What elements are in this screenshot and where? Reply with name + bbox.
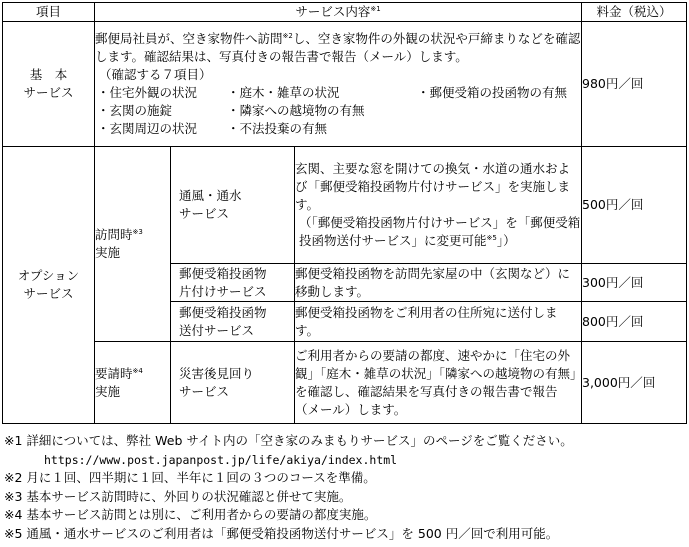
basic-label-line2: サービス <box>23 85 74 100</box>
footnote-2: ※2 月に１回、四半期に１回、半年に１回の３つのコースを準備。 <box>4 470 376 486</box>
basic-item: ・隣家への越境物の有無 <box>227 103 365 118</box>
basic-item: ・郵便受箱の投函物の有無 <box>417 85 568 100</box>
basic-item: ・庭木・雑草の状況 <box>227 85 340 100</box>
cleanup-name-line1: 郵便受箱投函物 <box>179 265 267 281</box>
basic-items-list <box>95 84 581 138</box>
visit-label-line1 <box>95 226 170 244</box>
cleanup-name-line2: 片付けサービス <box>179 283 267 299</box>
cleanup-name <box>171 264 295 302</box>
footnote-5: ※5 通風・通水サービスのご利用者は「郵便受箱投函物送付サービス」を 500 円／回で利用可能。 <box>4 525 559 541</box>
ventilation-note-sup: ※5 <box>486 233 497 242</box>
ventilation-note-a: （「郵便受箱投函物片付けサービス」を「郵便受箱投函物送付サービス」に変更可能 <box>299 215 581 248</box>
ventilation-fee: 500円／回 <box>582 147 687 264</box>
basic-item: ・玄関周辺の状況 <box>97 121 198 136</box>
request-label-text: 要請時 <box>95 365 133 381</box>
ventilation-name-line2: サービス <box>179 206 230 221</box>
ventilation-description <box>295 147 582 264</box>
footnote-4: ※4 基本サービス訪問とは別に、ご利用者からの要請の都度実施。 <box>4 507 377 523</box>
forward-description: 郵便受箱投函物をご利用者の住所宛に送付します。 <box>295 302 582 342</box>
basic-description <box>95 22 582 147</box>
forward-name-line1: 郵便受箱投函物 <box>179 304 267 320</box>
disaster-name <box>171 342 295 424</box>
basic-item: ・住宅外観の状況 <box>97 85 198 100</box>
cleanup-fee: 300円／回 <box>582 264 687 302</box>
footnote-1: ※1 詳細については、弊社 Web サイト内の「空き家のみまもりサービス」のページをご覧ください。 <box>4 433 573 448</box>
basic-items-title: （確認する７項目） <box>99 67 212 82</box>
basic-label-line1: 基 本 <box>29 67 68 82</box>
basic-fee: 980円／回 <box>582 22 687 147</box>
footnote-url: https://www.post.japanpost.jp/life/akiya/index.html <box>44 452 398 467</box>
disaster-fee: 3,000円／回 <box>582 342 687 424</box>
ventilation-note <box>295 214 581 250</box>
request-label-sup: ※4 <box>132 366 143 375</box>
basic-text-b: し、空き家物件の外観の状況や戸締まりなどを確認します。確認結果は、写真付きの報告書で報告（メール）します。 <box>95 31 581 64</box>
basic-label <box>3 22 95 147</box>
option-row-disaster <box>3 342 687 424</box>
visit-label-line2: 実施 <box>95 245 121 260</box>
basic-text-a: 郵便局社員が、空き家物件へ訪問 <box>95 31 283 46</box>
header-row <box>3 3 687 22</box>
header-service-label: サービス内容 <box>295 4 371 19</box>
basic-item <box>417 120 577 138</box>
option-label <box>3 147 95 424</box>
header-item: 項目 <box>3 3 95 22</box>
basic-item <box>417 102 577 120</box>
footnote-3: ※3 基本サービス訪問時に、外回りの状況確認と併せて実施。 <box>4 488 352 504</box>
footnotes <box>4 432 686 544</box>
disaster-description: ご利用者からの要請の都度、速やかに「住宅の外観」「庭木・雑草の状況」「隣家への越境物の有無」を確認し、確認結果を写真付きの報告書で報告（メール）します。 <box>295 342 582 424</box>
option-label-line1: オプション <box>17 268 80 283</box>
ventilation-note-b: 」） <box>496 233 516 248</box>
request-label-line1 <box>95 365 170 383</box>
header-service <box>95 3 582 22</box>
disaster-name-line1: 災害後見回り <box>179 365 255 381</box>
header-service-sup: ※1 <box>370 4 381 13</box>
forward-name <box>171 302 295 342</box>
ventilation-name <box>171 147 295 264</box>
ventilation-name-line1: 通風・通水 <box>179 188 242 203</box>
header-fee: 料金（税込） <box>582 3 687 22</box>
request-label-line2: 実施 <box>95 383 121 399</box>
basic-row <box>3 22 687 147</box>
option-row-ventilation <box>3 147 687 264</box>
basic-item: ・玄関の施錠 <box>97 103 173 118</box>
cleanup-description: 郵便受箱投函物を訪問先家屋の中（玄関など）に移動します。 <box>295 264 582 302</box>
visit-label-sup: ※3 <box>132 227 143 236</box>
visit-label <box>95 147 171 342</box>
basic-item: ・不法投棄の有無 <box>227 121 328 136</box>
service-table <box>2 2 687 424</box>
forward-name-line2: 送付サービス <box>179 322 255 338</box>
forward-fee: 800円／回 <box>582 302 687 342</box>
request-label <box>95 342 171 424</box>
ventilation-text: 玄関、主要な窓を開けての換気・水道の通水および「郵便受箱投函物片付けサービス」を実施します。 <box>295 161 571 212</box>
basic-text-sup: ※2 <box>282 31 293 40</box>
disaster-name-line2: サービス <box>179 383 230 399</box>
visit-label-text: 訪問時 <box>95 227 133 242</box>
option-label-line2: サービス <box>23 286 74 301</box>
basic-text <box>95 30 581 66</box>
